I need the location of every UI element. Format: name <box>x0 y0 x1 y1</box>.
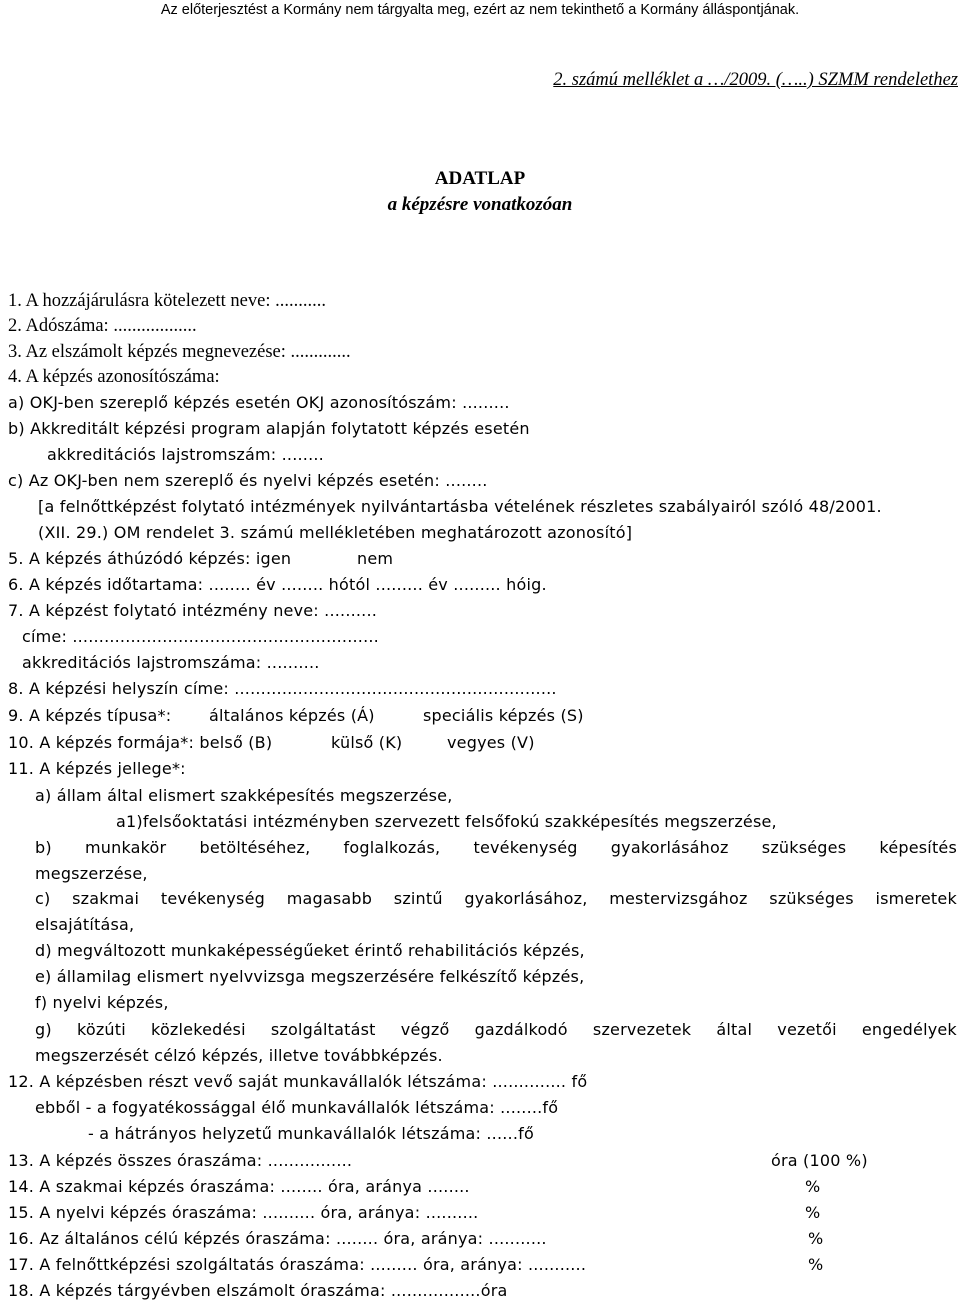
item-4b-cont-row <box>0 442 960 468</box>
item-11a: a) állam által elismert szakképesítés megszerzése, <box>35 786 453 805</box>
item-2: 2. Adószáma: .................. <box>8 316 197 336</box>
justified-word: foglalkozás, <box>343 838 441 857</box>
justified-word: ismeretek <box>875 889 957 908</box>
justified-word: végző <box>400 1020 450 1039</box>
item-9-row <box>0 703 960 729</box>
item-4b-row <box>0 416 960 442</box>
document-subtitle: a képzésre vonatkozóan <box>387 194 573 215</box>
justified-word: betöltéséhez, <box>199 838 311 857</box>
item-11b <box>35 835 957 861</box>
item-8: 8. A képzési helyszín címe: ............................................................. <box>8 679 557 698</box>
item-7-registry-row <box>0 650 960 676</box>
item-11c-cont-row <box>0 912 960 938</box>
item-16: 16. Az általános célú képzés óraszáma: ........ óra, aránya: ........... <box>8 1229 547 1248</box>
item-11f: f) nyelvi képzés, <box>35 993 169 1012</box>
item-8-row <box>0 676 960 702</box>
item-17: 17. A felnőttképzési szolgáltatás óraszáma: ......... óra, aránya: ........... <box>8 1255 587 1274</box>
justified-word: munkakör <box>84 838 167 857</box>
item-11c-cont: elsajátítása, <box>35 915 135 934</box>
item-13-row <box>0 1148 960 1174</box>
item-13-total: óra (100 %) <box>771 1151 868 1170</box>
justified-word: szükséges <box>761 838 847 857</box>
item-11b-cont: megszerzése, <box>35 864 148 883</box>
item-12b: - a hátrányos helyzetű munkavállalók létszáma: ......fő <box>88 1124 534 1143</box>
justified-word: szakmai <box>72 889 140 908</box>
item-15-row <box>0 1200 960 1226</box>
item-4a-row <box>0 390 960 416</box>
item-11g-row <box>0 1017 960 1043</box>
item-5: 5. A képzés áthúzódó képzés: igen <box>8 549 292 568</box>
item-11: 11. A képzés jellege*: <box>8 759 186 778</box>
item-3: 3. Az elszámolt képzés megnevezése: ............. <box>8 342 351 362</box>
item-17-row <box>0 1252 960 1278</box>
item-7-address: címe: .......................................................... <box>22 627 379 646</box>
justified-word: gyakorlásához, <box>464 889 588 908</box>
item-16-percent: % <box>808 1229 824 1248</box>
item-4-note-cont-row <box>0 520 960 546</box>
justified-word: gazdálkodó <box>474 1020 568 1039</box>
item-7-address-row <box>0 624 960 650</box>
item-13: 13. A képzés összes óraszáma: ................ <box>8 1151 353 1170</box>
item-2-row <box>0 313 960 339</box>
item-7-registry: akkreditációs lajstromszáma: .......... <box>22 653 320 672</box>
item-11g-cont: megszerzését célzó képzés, illetve továbbképzés. <box>35 1046 443 1065</box>
item-10-row <box>0 730 960 756</box>
justified-word: gyakorlásához <box>610 838 729 857</box>
item-11c <box>35 886 957 912</box>
item-7: 7. A képzést folytató intézmény neve: .......... <box>8 601 378 620</box>
item-6-row <box>0 572 960 598</box>
justified-word: mestervizsgához <box>609 889 748 908</box>
justified-word: b) <box>35 838 52 857</box>
item-9: 9. A képzés típusa*: <box>8 706 172 725</box>
item-10: 10. A képzés formája*: belső (B) <box>8 733 273 752</box>
justified-word: g) <box>35 1020 52 1039</box>
item-14: 14. A szakmai képzés óraszáma: ........ óra, aránya ........ <box>8 1177 470 1196</box>
justified-word: tevékenység <box>473 838 578 857</box>
item-14-percent: % <box>805 1177 821 1196</box>
item-11c-row <box>0 886 960 912</box>
item-4c-row <box>0 468 960 494</box>
justified-word: szükséges <box>769 889 854 908</box>
justified-word: szintű <box>393 889 443 908</box>
document-title: ADATLAP <box>434 168 526 189</box>
item-12b-row <box>0 1121 960 1147</box>
item-18-row <box>0 1278 960 1304</box>
justified-word: vezetői <box>777 1020 837 1039</box>
item-11e: e) államilag elismert nyelvvizsga megszerzésére felkészítő képzés, <box>35 967 585 986</box>
item-11f-row <box>0 990 960 1016</box>
justified-word: közlekedési <box>151 1020 246 1039</box>
item-12a-row <box>0 1095 960 1121</box>
item-11a-row <box>0 783 960 809</box>
item-11d-row <box>0 938 960 964</box>
item-4a: a) OKJ-ben szereplő képzés esetén OKJ azonosítószám: ......... <box>8 393 510 412</box>
government-notice: Az előterjesztést a Kormány nem tárgyalta meg, ezért az nem tekinthető a Kormány álláspontjának. <box>160 2 800 18</box>
item-4b: b) Akkreditált képzési program alapján folytatott képzés esetén <box>8 419 530 438</box>
item-15: 15. A nyelvi képzés óraszáma: .......... óra, aránya: .......... <box>8 1203 479 1222</box>
item-1: 1. A hozzájárulásra kötelezett neve: ........... <box>8 291 326 311</box>
justified-word: szervezetek <box>592 1020 692 1039</box>
item-5-row <box>0 546 960 572</box>
item-11g <box>35 1017 957 1043</box>
item-11a1: a1)felsőoktatási intézményben szervezett felsőfokú szakképesítés megszerzése, <box>116 812 777 831</box>
item-15-percent: % <box>805 1203 821 1222</box>
annex-reference: 2. számú melléklet a …/2009. (…..) SZMM rendelethez <box>553 70 958 90</box>
item-12a: ebből - a fogyatékossággal élő munkavállalók létszáma: ........fő <box>35 1098 559 1117</box>
item-14-row <box>0 1174 960 1200</box>
item-1-row <box>0 288 960 314</box>
item-18: 18. A képzés tárgyévben elszámolt óraszáma: .................óra <box>8 1281 508 1300</box>
item-4c: c) Az OKJ-ben nem szereplő és nyelvi képzés esetén: ........ <box>8 471 488 490</box>
item-11b-cont-row <box>0 861 960 887</box>
item-17-percent: % <box>808 1255 824 1274</box>
item-9-general: általános képzés (Á) <box>209 706 375 725</box>
item-12-row <box>0 1069 960 1095</box>
item-4: 4. A képzés azonosítószáma: <box>8 367 220 387</box>
item-11d: d) megváltozott munkaképességűeket érintő rehabilitációs képzés, <box>35 941 585 960</box>
item-4-row <box>0 364 960 390</box>
item-5-no: nem <box>357 549 394 568</box>
item-4-note-1: [a felnőttképzést folytató intézmények nyilvántartásba vételének részletes szabályairól szóló 48/2001. <box>38 497 882 516</box>
item-4-note-row <box>0 494 960 520</box>
justified-word: által <box>716 1020 753 1039</box>
item-11e-row <box>0 964 960 990</box>
justified-word: közúti <box>76 1020 126 1039</box>
justified-word: képesítés <box>879 838 957 857</box>
item-10-mixed: vegyes (V) <box>447 733 535 752</box>
item-10-external: külső (K) <box>331 733 403 752</box>
justified-word: tevékenység <box>160 889 265 908</box>
item-12: 12. A képzésben részt vevő saját munkavállalók létszáma: .............. fő <box>8 1072 588 1091</box>
item-16-row <box>0 1226 960 1252</box>
justified-word: szolgáltatást <box>270 1020 376 1039</box>
item-6: 6. A képzés időtartama: ........ év ........ hótól ......... év ......... hóig. <box>8 575 547 594</box>
justified-word: c) <box>35 889 51 908</box>
item-3-row <box>0 339 960 365</box>
item-7-row <box>0 598 960 624</box>
item-11g-cont-row <box>0 1043 960 1069</box>
item-11a1-row <box>0 809 960 835</box>
justified-word: magasabb <box>286 889 373 908</box>
item-11b-row <box>0 835 960 861</box>
item-9-special: speciális képzés (S) <box>423 706 584 725</box>
item-11-row <box>0 756 960 782</box>
item-4b-registry: akkreditációs lajstromszám: ........ <box>47 445 324 464</box>
item-4-note-2: (XII. 29.) OM rendelet 3. számú mellékletében meghatározott azonosító] <box>38 523 633 542</box>
justified-word: engedélyek <box>861 1020 957 1039</box>
